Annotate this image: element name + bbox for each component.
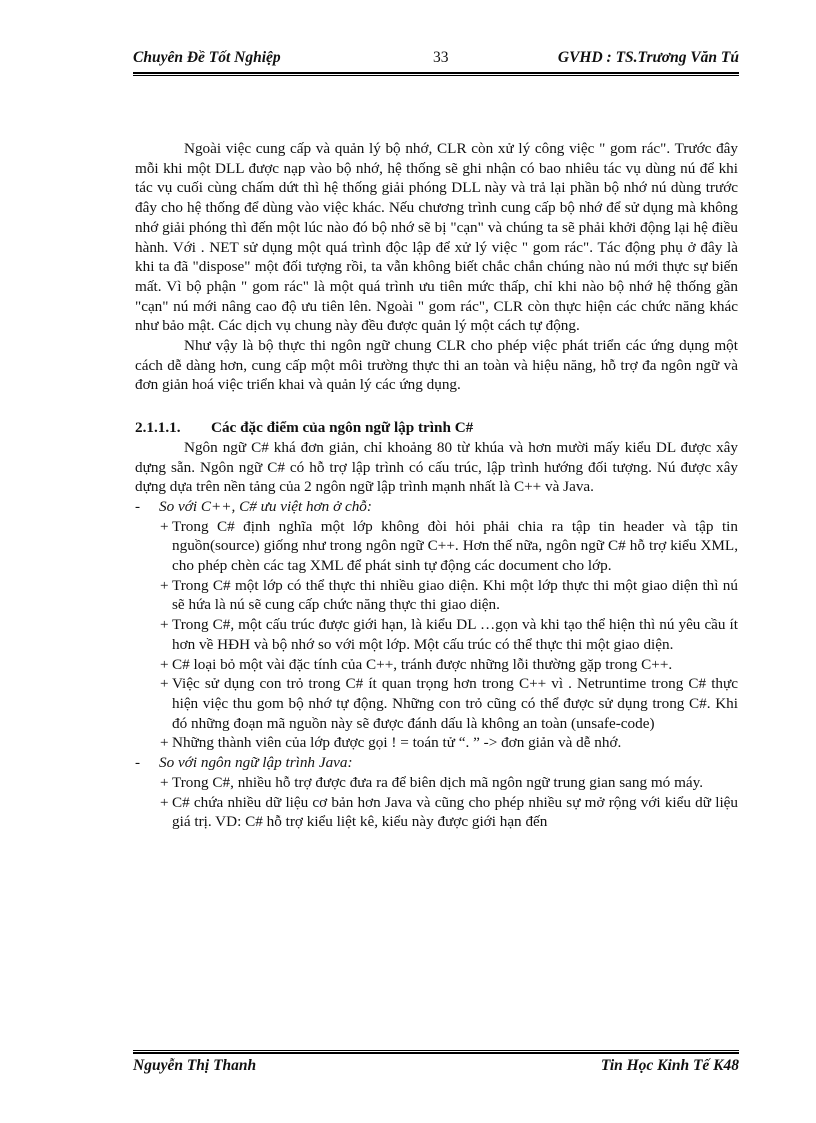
heading-number: 2.1.1.1. (135, 419, 181, 437)
header-rule (133, 72, 739, 76)
list-item: + Trong C# một lớp có thể thực thi nhiều giao diện. Khi một lớp thực thi một giao diện thì nú sẽ hứa là nú sẽ cung cấp chức năng thực thi giao diện. (160, 576, 738, 614)
bullet-marker: + (160, 773, 169, 791)
bullet-marker: + (160, 616, 169, 634)
bullet-marker: + (160, 675, 169, 693)
footer-rule (133, 1050, 739, 1054)
bullet-marker: + (160, 576, 169, 594)
footer-author: Nguyễn Thị Thanh (133, 1057, 257, 1074)
bullet-marker: + (160, 793, 169, 811)
section-heading (135, 418, 738, 438)
bullet-marker: + (160, 734, 169, 752)
paragraph-csharp-intro: Ngôn ngữ C# khá đơn giản, chỉ khoảng 80 từ khúa và hơn mười mấy kiểu DL được xây dựng sẵn. Ngôn ngữ C# có hỗ trợ lập trình có cấu trúc, lập trình hướng đối tượng. Nú được xây dựng dựa trên nền tảng của 2 ngôn ngữ lập trình mạnh nhất là C++ và Java. (135, 438, 738, 496)
list-item: + Những thành viên của lớp được gọi ! = toán tử “. ” -> đơn giản và dễ nhớ. (160, 734, 622, 752)
footer-department: Tin Học Kinh Tế K48 (600, 1057, 739, 1074)
list-item: + C# chứa nhiều dữ liệu cơ bản hơn Java và cũng cho phép nhiều sự mở rộng với kiểu dữ liệu giá trị. VD: C# hỗ trợ kiểu liệt kê, kiểu này được giới hạn đến (160, 793, 738, 831)
list-item: + C# loại bỏ một vài đặc tính của C++, tránh được những lỗi thường gặp trong C++. (160, 655, 673, 673)
list-item: + Trong C#, nhiều hỗ trợ được đưa ra để biên dịch mã ngôn ngữ trung gian sang mó máy. (160, 773, 704, 791)
document-body (135, 139, 738, 832)
page-header (133, 49, 739, 71)
list-heading-cpp: - So với C++, C# ưu việt hơn ở chỗ: (135, 497, 738, 517)
header-advisor: GVHD : TS.Trương Văn Tú (557, 49, 739, 66)
paragraph-clr-summary: Như vậy là bộ thực thi ngôn ngữ chung CLR cho phép việc phát triển các ứng dụng một cách dễ dàng hơn, cung cấp một môi trường thực thi an toàn và hiệu năng, hỗ trợ đa ngôn ngữ và đơn giản hoá việc triển khai và quản lý các ứng dụng. (135, 337, 738, 394)
bullet-marker: + (160, 517, 169, 535)
heading-text: Các đặc điểm của ngôn ngữ lập trình C# (211, 419, 474, 437)
list-item: + Việc sử dụng con trỏ trong C# ít quan trọng hơn trong C++ vì . Netruntime trong C# thực hiện việc thu gom bộ nhớ tự động. Những con trỏ cũng có thể được sử dụng trong C#. Khi đó những đoạn mã nguồn này sẽ được đánh dấu là không an toàn (unsafe-code) (160, 675, 738, 732)
bullet-marker: + (160, 655, 169, 673)
paragraph-garbage-collection: Ngoài việc cung cấp và quản lý bộ nhớ, CLR còn xử lý công việc " gom rác". Trước đây mỗi khi một DLL được nạp vào bộ nhớ, hệ thống sẽ ghi nhận có bao nhiêu tác vụ dùng nú để khi tác vụ cuối cùng chấm dứt thì hệ thống giải phóng DLL này và trả lại phần bộ nhớ nú dùng trước đây cho hệ thống để dùng vào việc khác. Nếu chương trình cung cấp bộ nhớ để sử dụng mà không nhớ giải phóng thì đến một lúc nào đó bộ nhớ sẽ bị "cạn" và chúng ta sẽ phải khởi động lại hệ điều hành. Với . NET sử dụng một quá trình độc lập để xử lý việc " gom rác". Tác động phụ ở đây là khi ta đã "dispose" một đối tượng rồi, ta vẫn không biết chắc chắn chúng nào nú mới thực sự biến mất. Vì bộ phận " gom rác" là một quá trình ưu tiên mức thấp, chỉ khi nào bộ nhớ hệ thống gần "cạn" nú mới nâng cao độ ưu tiên lên. Ngoài " gom rác", CLR còn thực hiện các chức năng khác như bảo mật. Các dịch vụ chung này đều được quản lý một cách tự động. (135, 140, 738, 335)
list-heading-java: - So với ngôn ngữ lập trình Java: (135, 753, 738, 773)
list-item: + Trong C#, một cấu trúc được giới hạn, là kiểu DL …gọn và khi tạo thể hiện thì nú yêu cầu ít hơn về HĐH và bộ nhớ so với một lớp. Một cấu trúc có thể thực thi một giao diện. (160, 616, 738, 653)
header-title: Chuyên Đề Tốt Nghiệp (133, 49, 281, 66)
list-item: + Trong C# định nghĩa một lớp không đòi hỏi phải chia ra tập tin header và tập tin nguồn(source) giống như trong ngôn ngữ C++. Hơn thế nữa, ngôn ngữ C# hỗ trợ kiểu XML, cho phép chèn các tag XML để phát sinh tự động các document cho lớp. (160, 517, 738, 575)
page-footer (133, 1057, 739, 1079)
page-number: 33 (433, 49, 449, 66)
